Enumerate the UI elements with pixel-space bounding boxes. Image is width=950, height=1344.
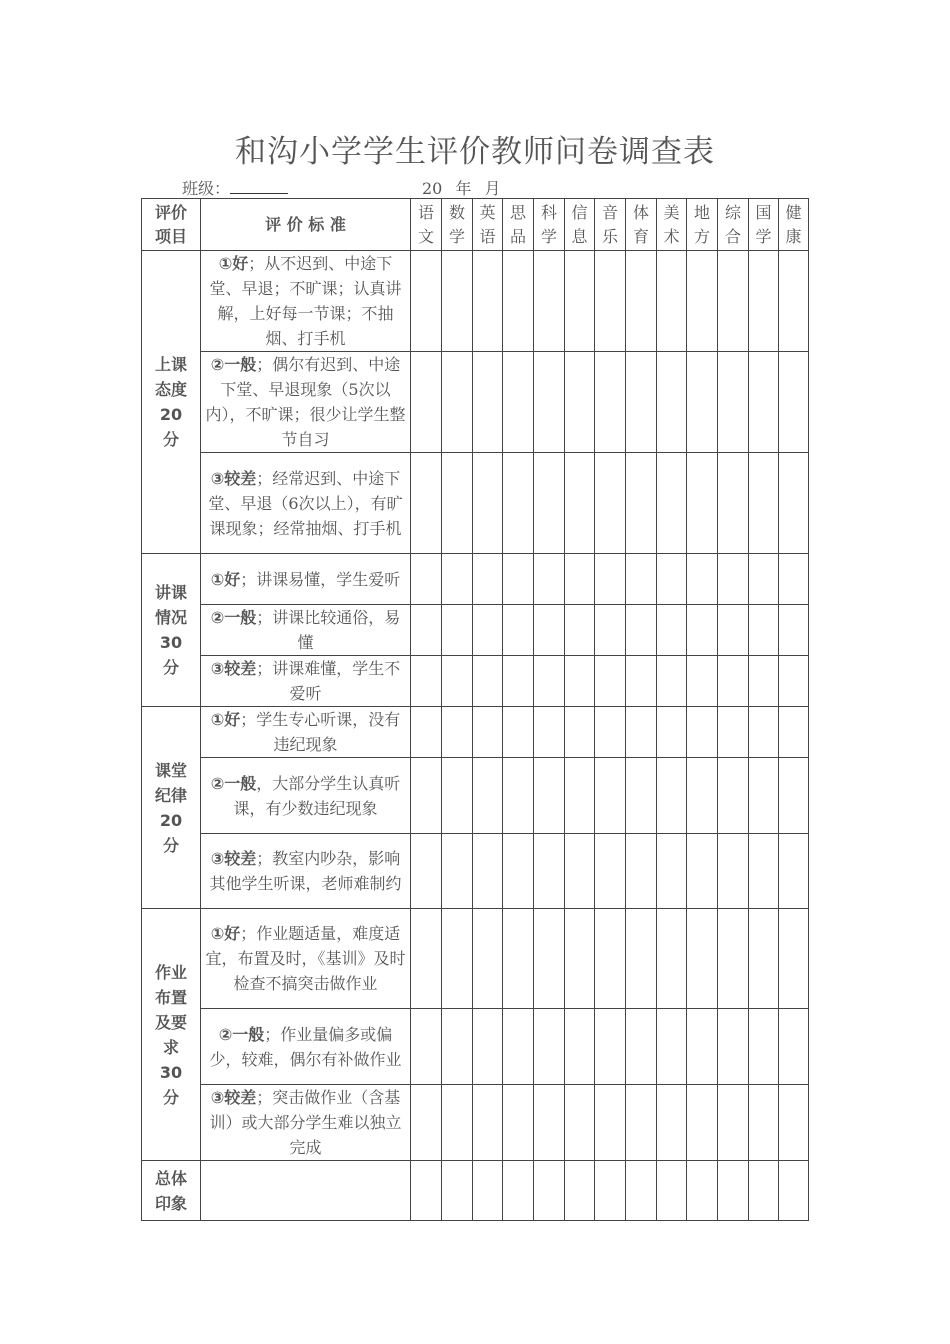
rating-cell[interactable] (503, 707, 534, 758)
rating-cell[interactable] (779, 758, 809, 834)
rating-cell[interactable] (718, 251, 749, 352)
criteria-level: ①好 (218, 254, 249, 273)
criteria-level: ③较差 (210, 849, 257, 868)
rating-cell[interactable] (718, 758, 749, 834)
header-item-col (142, 199, 201, 251)
rating-cell[interactable] (473, 605, 503, 656)
header-row (142, 199, 809, 251)
rating-cell[interactable] (749, 834, 779, 909)
subject-header (657, 199, 687, 251)
rating-cell[interactable] (657, 1161, 687, 1221)
rating-cell[interactable] (657, 605, 687, 656)
subject-label: 国学 (755, 202, 772, 246)
rating-cell[interactable] (442, 834, 473, 909)
rating-cell[interactable] (411, 352, 442, 453)
criteria-cell (201, 605, 411, 656)
rating-cell[interactable] (473, 554, 503, 605)
rating-cell[interactable] (718, 605, 749, 656)
rating-cell[interactable] (749, 909, 779, 1009)
subject-label: 数学 (448, 202, 465, 246)
rating-cell[interactable] (595, 1085, 626, 1161)
rating-cell[interactable] (626, 1085, 657, 1161)
rating-cell[interactable] (473, 758, 503, 834)
rating-cell[interactable] (749, 554, 779, 605)
rating-cell[interactable] (595, 554, 626, 605)
rating-cell[interactable] (595, 352, 626, 453)
rating-cell[interactable] (657, 1085, 687, 1161)
date-line: 20 年 月 (422, 179, 501, 198)
rating-cell[interactable] (749, 656, 779, 707)
subject-label: 英语 (479, 202, 496, 246)
criteria-text: ；从不迟到、中途下堂、早退；不旷课；认真讲解，上好每一节课；不抽烟、打手机 (209, 254, 402, 348)
rating-cell[interactable] (411, 1009, 442, 1085)
rating-cell[interactable] (442, 707, 473, 758)
rating-cell[interactable] (626, 352, 657, 453)
criteria-level: ②一般 (218, 1024, 265, 1044)
rating-cell[interactable] (442, 352, 473, 453)
subject-header (565, 199, 595, 251)
rating-cell[interactable] (595, 707, 626, 758)
rating-cell[interactable] (503, 352, 534, 453)
rating-cell[interactable] (442, 909, 473, 1009)
criteria-row (142, 1009, 809, 1085)
rating-cell[interactable] (626, 554, 657, 605)
rating-cell[interactable] (749, 707, 779, 758)
criteria-row (142, 554, 809, 605)
rating-cell[interactable] (779, 251, 809, 352)
rating-cell[interactable] (718, 1085, 749, 1161)
rating-cell[interactable] (411, 554, 442, 605)
rating-cell[interactable] (411, 758, 442, 834)
rating-cell[interactable] (718, 1009, 749, 1085)
criteria-text: ；作业量偏多或偏少，较难，偶尔有补做作业 (209, 1024, 402, 1069)
rating-cell[interactable] (718, 554, 749, 605)
rating-cell[interactable] (534, 909, 565, 1009)
subject-header (595, 199, 626, 251)
rating-cell[interactable] (749, 605, 779, 656)
rating-cell[interactable] (657, 834, 687, 909)
rating-cell[interactable] (473, 834, 503, 909)
subject-label: 体育 (632, 202, 649, 246)
section-label-cell (142, 909, 201, 1161)
criteria-row (142, 1085, 809, 1161)
rating-cell[interactable] (779, 605, 809, 656)
rating-cell[interactable] (687, 707, 718, 758)
rating-cell[interactable] (779, 352, 809, 453)
overall-row (142, 1161, 809, 1221)
rating-cell[interactable] (779, 909, 809, 1009)
criteria-text: ；教室内吵杂，影响其他学生听课，老师难制约 (209, 849, 402, 893)
section-label: 作业布置及要求30分 (154, 962, 187, 1107)
criteria-text: ；作业题适量，难度适宜，布置及时，《基训》及时检查不搞突击做作业 (205, 924, 406, 993)
rating-cell[interactable] (503, 554, 534, 605)
rating-cell[interactable] (565, 605, 595, 656)
subject-header (411, 199, 442, 251)
rating-cell[interactable] (779, 1009, 809, 1085)
rating-cell[interactable] (626, 707, 657, 758)
rating-cell[interactable] (657, 1009, 687, 1085)
rating-cell[interactable] (657, 909, 687, 1009)
rating-cell[interactable] (749, 1161, 779, 1221)
rating-cell[interactable] (687, 352, 718, 453)
rating-cell[interactable] (503, 656, 534, 707)
rating-cell[interactable] (473, 707, 503, 758)
rating-cell[interactable] (718, 834, 749, 909)
subject-label: 美术 (663, 202, 680, 246)
rating-cell[interactable] (565, 453, 595, 554)
criteria-row (142, 834, 809, 909)
rating-cell[interactable] (595, 1161, 626, 1221)
overall-blank-cell[interactable] (201, 1161, 411, 1221)
subject-label: 思品 (509, 202, 526, 246)
subject-label: 地方 (693, 202, 710, 246)
rating-cell[interactable] (411, 1161, 442, 1221)
section-label-cell (142, 554, 201, 707)
rating-cell[interactable] (534, 453, 565, 554)
rating-cell[interactable] (718, 656, 749, 707)
rating-cell[interactable] (534, 707, 565, 758)
rating-cell[interactable] (473, 909, 503, 1009)
rating-cell[interactable] (565, 1085, 595, 1161)
subject-label: 健康 (785, 202, 802, 246)
rating-cell[interactable] (687, 758, 718, 834)
rating-cell[interactable] (718, 909, 749, 1009)
criteria-row (142, 453, 809, 554)
criteria-level: ①好 (210, 710, 241, 729)
subject-header (534, 199, 565, 251)
criteria-level: ③较差 (210, 1088, 257, 1107)
criteria-cell (201, 1009, 411, 1085)
section-label: 上课态度20分 (154, 355, 187, 449)
rating-cell[interactable] (718, 453, 749, 554)
rating-cell[interactable] (779, 707, 809, 758)
rating-cell[interactable] (442, 251, 473, 352)
rating-cell[interactable] (779, 554, 809, 605)
rating-cell[interactable] (473, 251, 503, 352)
rating-cell[interactable] (595, 909, 626, 1009)
criteria-row (142, 758, 809, 834)
section-label: 课堂纪律20分 (154, 760, 187, 855)
rating-cell[interactable] (473, 352, 503, 453)
criteria-row (142, 251, 809, 352)
section-label-cell (142, 707, 201, 909)
rating-cell[interactable] (503, 1009, 534, 1085)
rating-cell[interactable] (565, 834, 595, 909)
section-label-cell (142, 251, 201, 554)
criteria-cell (201, 909, 411, 1009)
rating-cell[interactable] (626, 453, 657, 554)
criteria-cell (201, 707, 411, 758)
rating-cell[interactable] (657, 656, 687, 707)
rating-cell[interactable] (687, 1009, 718, 1085)
rating-cell[interactable] (473, 453, 503, 554)
rating-cell[interactable] (442, 1161, 473, 1221)
rating-cell[interactable] (473, 1085, 503, 1161)
rating-cell[interactable] (595, 1009, 626, 1085)
rating-cell[interactable] (718, 352, 749, 453)
rating-cell[interactable] (595, 605, 626, 656)
criteria-row (142, 909, 809, 1009)
rating-cell[interactable] (565, 554, 595, 605)
overall-label: 总体印象 (154, 1168, 187, 1213)
rating-cell[interactable] (565, 707, 595, 758)
rating-cell[interactable] (565, 1009, 595, 1085)
rating-cell[interactable] (473, 656, 503, 707)
criteria-cell (201, 352, 411, 453)
rating-cell[interactable] (473, 1161, 503, 1221)
criteria-cell (201, 758, 411, 834)
rating-cell[interactable] (626, 605, 657, 656)
criteria-level: ②一般 (210, 608, 257, 627)
class-blank-line[interactable] (230, 179, 288, 194)
rating-cell[interactable] (779, 834, 809, 909)
criteria-text: ，大部分学生认真听课，有少数违纪现象 (233, 773, 401, 818)
rating-cell[interactable] (657, 251, 687, 352)
criteria-text: ；突击做作业（含基训）或大部分学生难以独立完成 (209, 1088, 402, 1157)
rating-cell[interactable] (411, 605, 442, 656)
rating-cell[interactable] (779, 656, 809, 707)
rating-cell[interactable] (687, 909, 718, 1009)
rating-cell[interactable] (442, 605, 473, 656)
rating-cell[interactable] (626, 758, 657, 834)
rating-cell[interactable] (626, 834, 657, 909)
rating-cell[interactable] (534, 834, 565, 909)
subject-header (749, 199, 779, 251)
rating-cell[interactable] (411, 251, 442, 352)
rating-cell[interactable] (595, 251, 626, 352)
subject-label: 综合 (724, 202, 741, 246)
criteria-level: ③较差 (210, 659, 257, 678)
criteria-row (142, 352, 809, 453)
header-item-label: 评价项目 (154, 202, 187, 246)
criteria-level: ②一般 (210, 355, 257, 374)
criteria-text: ；学生专心听课，没有违纪现象 (240, 710, 401, 754)
subject-header (442, 199, 473, 251)
rating-cell[interactable] (503, 758, 534, 834)
subject-header (687, 199, 718, 251)
rating-cell[interactable] (534, 656, 565, 707)
criteria-row (142, 656, 809, 707)
criteria-level: ①好 (210, 569, 241, 589)
subject-header (718, 199, 749, 251)
rating-cell[interactable] (749, 251, 779, 352)
criteria-text: ；讲课易懂，学生爱听 (240, 569, 401, 589)
rating-cell[interactable] (687, 605, 718, 656)
rating-cell[interactable] (473, 1009, 503, 1085)
class-field (182, 176, 288, 199)
rating-cell[interactable] (657, 707, 687, 758)
rating-cell[interactable] (503, 834, 534, 909)
subject-header (503, 199, 534, 251)
rating-cell[interactable] (534, 1085, 565, 1161)
rating-cell[interactable] (595, 758, 626, 834)
rating-cell[interactable] (718, 707, 749, 758)
rating-cell[interactable] (626, 656, 657, 707)
rating-cell[interactable] (534, 352, 565, 453)
rating-cell[interactable] (503, 453, 534, 554)
overall-label-cell (142, 1161, 201, 1221)
rating-cell[interactable] (687, 656, 718, 707)
rating-cell[interactable] (565, 656, 595, 707)
rating-cell[interactable] (565, 758, 595, 834)
criteria-cell (201, 251, 411, 352)
criteria-row (142, 605, 809, 656)
subject-header (626, 199, 657, 251)
rating-cell[interactable] (503, 1161, 534, 1221)
rating-cell[interactable] (442, 758, 473, 834)
rating-cell[interactable] (595, 834, 626, 909)
rating-cell[interactable] (749, 1009, 779, 1085)
rating-cell[interactable] (687, 834, 718, 909)
rating-cell[interactable] (503, 909, 534, 1009)
subject-header (473, 199, 503, 251)
rating-cell[interactable] (779, 453, 809, 554)
rating-cell[interactable] (411, 453, 442, 554)
rating-cell[interactable] (411, 1085, 442, 1161)
rating-cell[interactable] (442, 1009, 473, 1085)
criteria-text: ；偶尔有迟到、中途下堂、早退现象（5次以内），不旷课；很少让学生整节自习 (205, 355, 406, 449)
rating-cell[interactable] (626, 251, 657, 352)
rating-cell[interactable] (657, 352, 687, 453)
rating-cell[interactable] (718, 1161, 749, 1221)
rating-cell[interactable] (626, 1009, 657, 1085)
criteria-cell (201, 554, 411, 605)
rating-cell[interactable] (779, 1161, 809, 1221)
criteria-row (142, 707, 809, 758)
rating-cell[interactable] (565, 251, 595, 352)
criteria-cell (201, 1085, 411, 1161)
rating-cell[interactable] (626, 1161, 657, 1221)
rating-cell[interactable] (565, 909, 595, 1009)
section-label: 讲课情况30分 (154, 583, 187, 677)
rating-cell[interactable] (411, 707, 442, 758)
rating-cell[interactable] (442, 453, 473, 554)
rating-cell[interactable] (687, 1085, 718, 1161)
rating-cell[interactable] (749, 453, 779, 554)
criteria-level: ①好 (210, 924, 241, 943)
criteria-level: ②一般 (210, 773, 257, 793)
rating-cell[interactable] (534, 1009, 565, 1085)
subject-label: 语文 (417, 202, 434, 246)
criteria-cell (201, 453, 411, 554)
rating-cell[interactable] (657, 758, 687, 834)
subject-header (779, 199, 809, 251)
rating-cell[interactable] (565, 1161, 595, 1221)
rating-cell[interactable] (657, 554, 687, 605)
subject-label: 科学 (540, 202, 557, 246)
rating-cell[interactable] (749, 352, 779, 453)
rating-cell[interactable] (687, 251, 718, 352)
rating-cell[interactable] (687, 554, 718, 605)
rating-cell[interactable] (687, 453, 718, 554)
rating-cell[interactable] (534, 554, 565, 605)
rating-cell[interactable] (565, 352, 595, 453)
rating-cell[interactable] (534, 1161, 565, 1221)
rating-cell[interactable] (411, 834, 442, 909)
rating-cell[interactable] (534, 605, 565, 656)
criteria-cell (201, 656, 411, 707)
rating-cell[interactable] (442, 1085, 473, 1161)
rating-cell[interactable] (442, 554, 473, 605)
rating-cell[interactable] (657, 453, 687, 554)
rating-cell[interactable] (749, 1085, 779, 1161)
rating-cell[interactable] (411, 909, 442, 1009)
criteria-cell (201, 834, 411, 909)
criteria-text: ；讲课比较通俗，易懂 (256, 608, 401, 652)
rating-cell[interactable] (779, 1085, 809, 1161)
rating-cell[interactable] (534, 251, 565, 352)
rating-cell[interactable] (687, 1161, 718, 1221)
class-label: 班级： (182, 179, 231, 198)
rating-cell[interactable] (749, 758, 779, 834)
rating-cell[interactable] (534, 758, 565, 834)
criteria-level: ③较差 (210, 468, 257, 488)
survey-table (141, 198, 809, 1221)
rating-cell[interactable] (503, 251, 534, 352)
rating-cell[interactable] (503, 1085, 534, 1161)
rating-cell[interactable] (626, 909, 657, 1009)
rating-cell[interactable] (503, 605, 534, 656)
rating-cell[interactable] (411, 656, 442, 707)
header-criteria-col: 评 价 标 准 (201, 199, 411, 251)
page-title: 和沟小学学生评价教师问卷调查表 (235, 134, 715, 170)
rating-cell[interactable] (442, 656, 473, 707)
rating-cell[interactable] (595, 453, 626, 554)
criteria-text: ；经常迟到、中途下堂、早退（6次以上），有旷课现象；经常抽烟、打手机 (208, 468, 403, 538)
rating-cell[interactable] (595, 656, 626, 707)
subject-label: 音乐 (601, 202, 618, 246)
criteria-text: ；讲课难懂，学生不爱听 (256, 659, 401, 703)
subject-label: 信息 (571, 202, 588, 246)
